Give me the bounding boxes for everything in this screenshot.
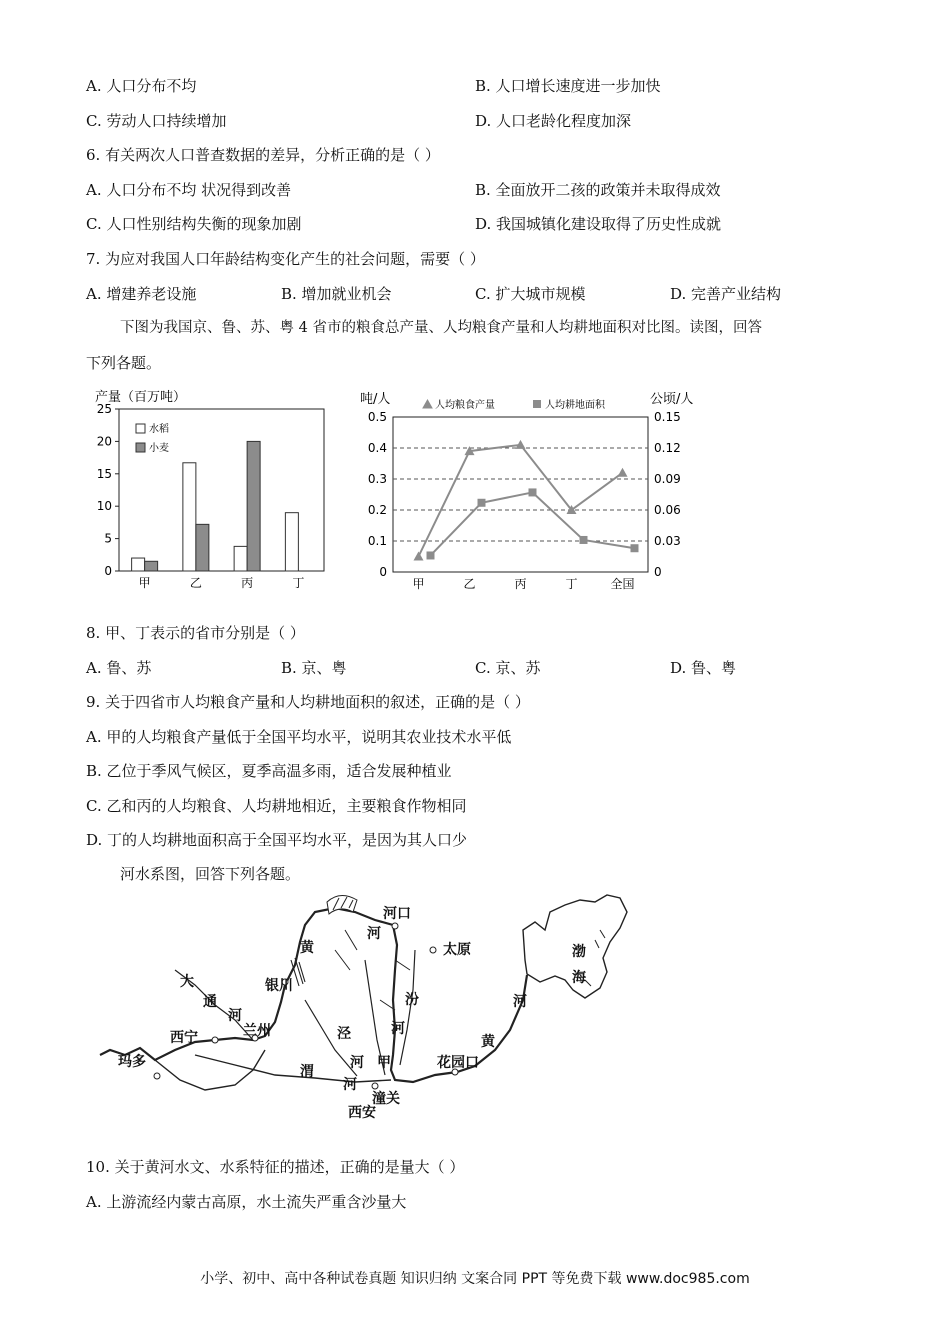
- line-y-right-tick-label: 0.03: [654, 534, 681, 548]
- label-tong: 通: [203, 994, 217, 1010]
- label-huayuankou: 花园口: [437, 1055, 479, 1071]
- q8-option-c: C. 京、苏: [475, 659, 541, 677]
- q5-option-b: B. 人口增长速度进一步加快: [475, 77, 661, 95]
- q6-stem: 6. 有关两次人口普查数据的差异，分析正确的是（ ）: [86, 146, 440, 164]
- line-category-label: 丙: [514, 577, 527, 591]
- line-y-left-tick-label: 0: [379, 565, 387, 579]
- label-he-6: 河: [513, 994, 527, 1010]
- hekou-dot: [392, 923, 398, 929]
- bar-y-tick-label: 25: [96, 402, 112, 416]
- legend-grain-label: 人均粮食产量: [435, 400, 495, 411]
- label-hekou: 河口: [383, 906, 411, 922]
- label-huang-1: 黄: [300, 940, 314, 956]
- maduo-dot: [154, 1073, 160, 1079]
- bar-y-tick-label: 0: [104, 564, 112, 578]
- label-maduo: 玛多: [118, 1054, 146, 1070]
- q5-option-a: A. 人口分布不均: [86, 77, 197, 95]
- q8-option-a: A. 鲁、苏: [86, 659, 152, 677]
- bar-wheat: [196, 524, 209, 571]
- label-wei: 渭: [300, 1064, 314, 1080]
- line-y-right-tick-label: 0: [654, 565, 662, 579]
- grain-per-capita-line: [419, 445, 623, 557]
- bar-y-tick-label: 5: [104, 531, 112, 546]
- q7-option-d: D. 完善产业结构: [670, 285, 782, 303]
- bar-rice: [132, 558, 145, 571]
- bar-category-label: 丁: [292, 576, 305, 590]
- label-he-2: 河: [228, 1008, 242, 1024]
- label-hai: 海: [572, 970, 586, 986]
- legend-wheat-label: 小麦: [149, 443, 169, 454]
- arable-land-per-capita-point: [580, 536, 588, 544]
- tongguan-dot: [372, 1083, 378, 1089]
- bar-rice: [183, 463, 196, 571]
- bar-y-tick-label: 15: [96, 466, 112, 481]
- lake-hatch: [327, 895, 357, 914]
- legend-triangle-marker: [423, 400, 432, 408]
- q7-stem: 7. 为应对我国人口年龄结构变化产生的社会问题，需要（ ）: [86, 250, 485, 268]
- legend-rice-swatch: [136, 424, 145, 433]
- per-capita-line-chart: [355, 385, 705, 595]
- line-y-right-tick-label: 0.06: [654, 503, 681, 517]
- label-yinchuan: 银川: [265, 978, 293, 994]
- line-y-left-tick-label: 0.3: [367, 472, 387, 486]
- yellow-river-system-map: [95, 890, 695, 1140]
- chart-intro-line1: 下图为我国京、鲁、苏、粤 4 省市的粮食总产量、人均粮食产量和人均耕地面积对比图。读图，回答: [120, 320, 762, 336]
- legend-square-marker: [533, 400, 541, 408]
- label-he-3: 河: [350, 1055, 364, 1071]
- line-y-left-tick-label: 0.5: [367, 410, 387, 424]
- q8-stem: 8. 甲、丁表示的省市分别是（ ）: [86, 624, 305, 642]
- label-he-5: 河: [343, 1077, 357, 1093]
- q9-option-b: B. 乙位于季风气候区，夏季高温多雨，适合发展种植业: [86, 762, 452, 780]
- q6-option-d: D. 我国城镇化建设取得了历史性成就: [475, 215, 722, 233]
- minor-tributaries: [335, 930, 410, 1010]
- line-y-left-tick-label: 0.2: [367, 503, 387, 517]
- bar-y-tick-label: 20: [96, 434, 112, 449]
- line-category-label: 甲: [412, 577, 425, 591]
- q9-stem: 9. 关于四省市人均粮食产量和人均耕地面积的叙述，正确的是（ ）: [86, 693, 530, 711]
- label-he-1: 河: [367, 926, 381, 942]
- legend-land-label: 人均耕地面积: [545, 400, 605, 411]
- legend-rice-label: 水稻: [149, 424, 169, 435]
- label-lanzhou: 兰州: [243, 1023, 271, 1039]
- bar-wheat: [145, 561, 158, 571]
- q9-option-d: D. 丁的人均耕地面积高于全国平均水平，是因为其人口少: [86, 831, 468, 849]
- line-y-left-tick-label: 0.1: [367, 534, 387, 548]
- q5-option-d: D. 人口老龄化程度加深: [475, 112, 632, 130]
- grain-output-bar-chart: [86, 385, 336, 595]
- label-taiyuan: 太原: [443, 942, 471, 958]
- label-tongguan: 潼关: [372, 1091, 400, 1107]
- label-fen: 汾: [405, 992, 419, 1008]
- q6-option-c: C. 人口性别结构失衡的现象加剧: [86, 215, 302, 233]
- q7-option-b: B. 增加就业机会: [281, 285, 392, 303]
- q6-option-a: A. 人口分布不均 状况得到改善: [86, 181, 292, 199]
- label-huang-2: 黄: [481, 1034, 495, 1050]
- desert-hatch: [291, 958, 305, 986]
- line-y-right-tick-label: 0.12: [654, 441, 681, 455]
- arable-land-per-capita-point: [427, 551, 435, 559]
- bar-category-label: 甲: [138, 576, 151, 590]
- q10-stem: 10. 关于黄河水文、水系特征的描述，正确的是量大（ ）: [86, 1158, 465, 1176]
- page-footer: 小学、初中、高中各种试卷真题 知识归纳 文案合同 PPT 等免费下载 www.doc985.com: [200, 1271, 750, 1287]
- bohai-islands: [585, 930, 605, 986]
- label-bo: 渤: [572, 944, 586, 960]
- label-da: 大: [180, 974, 194, 990]
- q8-option-b: B. 京、粤: [281, 659, 347, 677]
- label-jia: 甲: [377, 1055, 391, 1071]
- line-category-label: 乙: [463, 577, 476, 591]
- line-category-label: 全国: [610, 577, 635, 591]
- line-y-right-tick-label: 0.15: [654, 410, 681, 424]
- label-jing: 泾: [337, 1026, 351, 1042]
- q7-option-a: A. 增建养老设施: [86, 285, 197, 303]
- arable-land-per-capita-point: [631, 544, 639, 552]
- bar-rice: [285, 513, 298, 571]
- arable-land-per-capita-line: [431, 492, 635, 555]
- bar-chart-ylabel: 产量（百万吨）: [95, 390, 187, 405]
- line-chart-ylabel-left: 吨/人: [360, 392, 391, 407]
- bar-y-tick-label: 10: [96, 499, 112, 514]
- bar-rice: [234, 546, 247, 571]
- label-xian: 西安: [348, 1105, 376, 1121]
- arable-land-per-capita-point: [529, 488, 537, 496]
- line-y-right-tick-label: 0.09: [654, 472, 681, 486]
- q9-option-a: A. 甲的人均粮食产量低于全国平均水平，说明其农业技术水平低: [86, 728, 512, 746]
- grain-per-capita-point: [618, 468, 628, 477]
- q10-option-a: A. 上游流经内蒙古高原，水土流失严重含沙量大: [86, 1193, 407, 1211]
- q6-option-b: B. 全面放开二孩的政策并未取得成效: [475, 181, 721, 199]
- q5-option-c: C. 劳动人口持续增加: [86, 112, 227, 130]
- bar-category-label: 乙: [189, 576, 202, 590]
- taiyuan-dot: [430, 947, 436, 953]
- legend-wheat-swatch: [136, 443, 145, 452]
- line-chart-ylabel-right: 公顷/人: [650, 392, 694, 407]
- arable-land-per-capita-point: [478, 499, 486, 507]
- grain-per-capita-point: [414, 552, 424, 561]
- q7-option-c: C. 扩大城市规模: [475, 285, 586, 303]
- line-y-left-tick-label: 0.4: [367, 441, 387, 455]
- chart-intro-line2: 下列各题。: [86, 354, 162, 372]
- xining-dot: [212, 1037, 218, 1043]
- line-legend: [423, 398, 606, 411]
- line-category-label: 丁: [565, 577, 578, 591]
- label-xining: 西宁: [170, 1030, 198, 1046]
- q8-option-d: D. 鲁、粤: [670, 659, 737, 677]
- map-intro: 河水系图，回答下列各题。: [120, 865, 301, 883]
- bar-wheat: [247, 441, 260, 571]
- label-he-4: 河: [391, 1021, 405, 1037]
- q9-option-c: C. 乙和丙的人均粮食、人均耕地相近，主要粮食作物相同: [86, 797, 467, 815]
- river-upper-loop: [155, 1050, 265, 1090]
- bar-legend: [136, 422, 169, 454]
- bar-category-label: 丙: [241, 576, 254, 590]
